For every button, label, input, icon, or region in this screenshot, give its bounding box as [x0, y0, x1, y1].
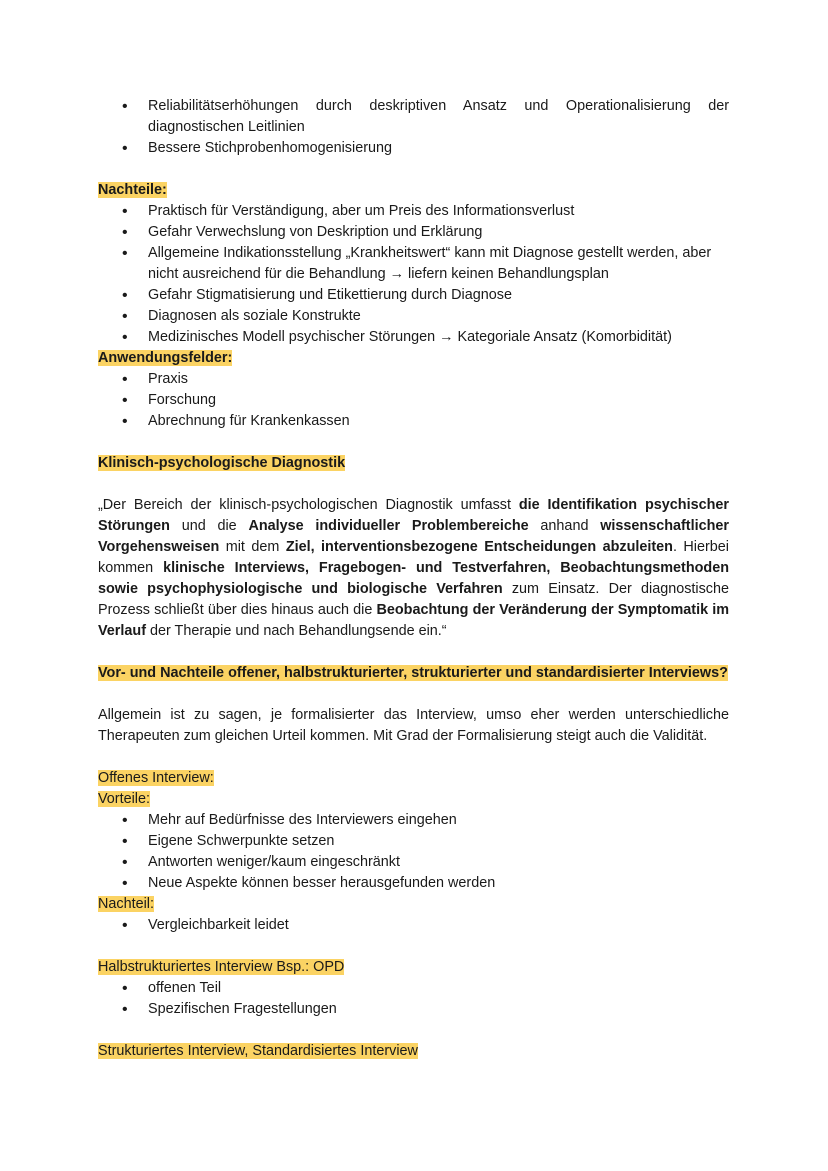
- list-item: • Praktisch für Verständigung, aber um Preis des Informationsverlust: [98, 201, 729, 222]
- list-item: • Gefahr Stigmatisierung und Etikettierung durch Diagnose: [98, 285, 729, 306]
- list-item: • Spezifischen Fragestellungen: [98, 999, 729, 1020]
- list-item: • Eigene Schwerpunkte setzen: [98, 831, 729, 852]
- list-item: • Gefahr Verwechslung von Deskription und Erklärung: [98, 222, 729, 243]
- list-item: • Forschung: [98, 390, 729, 411]
- anwendungsfelder-list: [98, 369, 729, 432]
- vorteile-list: [98, 810, 729, 894]
- interviews-intro: Allgemein ist zu sagen, je formalisierter das Interview, umso eher werden unterschiedliche Therapeuten zum gleichen Urteil kommen. Mit Grad der Formalisierung steigt auch die Validität.: [98, 707, 729, 744]
- klinisch-heading: Klinisch-psychologische Diagnostik: [98, 455, 346, 471]
- list-item: • Neue Aspekte können besser herausgefunden werden: [98, 873, 729, 894]
- list-item: • Reliabilitätserhöhungen durch deskriptiven Ansatz und Operationalisierung der diagnostischen Leitlinien: [98, 96, 729, 138]
- list-item: • Vergleichbarkeit leidet: [98, 915, 729, 936]
- nachteil-list: [98, 915, 729, 936]
- list-item: • Mehr auf Bedürfnisse des Interviewers eingehen: [98, 810, 729, 831]
- klinisch-paragraph: „Der Bereich der klinisch-psychologischen Diagnostik umfasst die Identifikation psychischer Störungen und die Analyse individueller Problembereiche anhand wissenschaftlicher Vorgehensweisen mit dem Ziel, interventionsbezogene Entscheidungen abzuleiten. Hierbei kommen klinische Interviews, Fragebogen- und Testverfahren, Beobachtungsmethoden sowie psychophysiologische und biologische Verfahren zum Einsatz. Der diagnostische Prozess schließt über dies hinaus auch die Beobachtung der Veränderung der Symptomatik im Verlauf der Therapie und nach Behandlungsende ein.“: [98, 497, 730, 639]
- nachteile-heading: Nachteile:: [98, 182, 167, 198]
- anwendungsfelder-heading: Anwendungsfelder:: [98, 350, 233, 366]
- halbstrukturiert-heading: Halbstrukturiertes Interview Bsp.: OPD: [98, 959, 345, 975]
- nachteil-heading: Nachteil:: [98, 896, 154, 912]
- top-list: [98, 96, 729, 159]
- nachteile-list: [98, 201, 729, 348]
- strukturiert-heading: Strukturiertes Interview, Standardisiertes Interview: [98, 1043, 418, 1059]
- document-page: [98, 96, 729, 1062]
- list-item: • Abrechnung für Krankenkassen: [98, 411, 729, 432]
- list-item: • Diagnosen als soziale Konstrukte: [98, 306, 729, 327]
- list-item: • offenen Teil: [98, 978, 729, 999]
- halbstrukturiert-list: [98, 978, 729, 1020]
- list-item: • Bessere Stichprobenhomogenisierung: [98, 138, 729, 159]
- list-item: • Allgemeine Indikationsstellung „Krankheitswert“ kann mit Diagnose gestellt werden, aber nicht ausreichend für die Behandlung → liefern keinen Behandlungsplan: [98, 243, 729, 285]
- list-item: • Antworten weniger/kaum eingeschränkt: [98, 852, 729, 873]
- list-item: • Praxis: [98, 369, 729, 390]
- interviews-heading: Vor- und Nachteile offener, halbstrukturierter, strukturierter und standardisierter Interviews?: [98, 665, 728, 681]
- vorteile-heading: Vorteile:: [98, 791, 150, 807]
- offenes-interview-heading: Offenes Interview:: [98, 770, 214, 786]
- list-item: • Medizinisches Modell psychischer Störungen → Kategoriale Ansatz (Komorbidität): [98, 327, 729, 348]
